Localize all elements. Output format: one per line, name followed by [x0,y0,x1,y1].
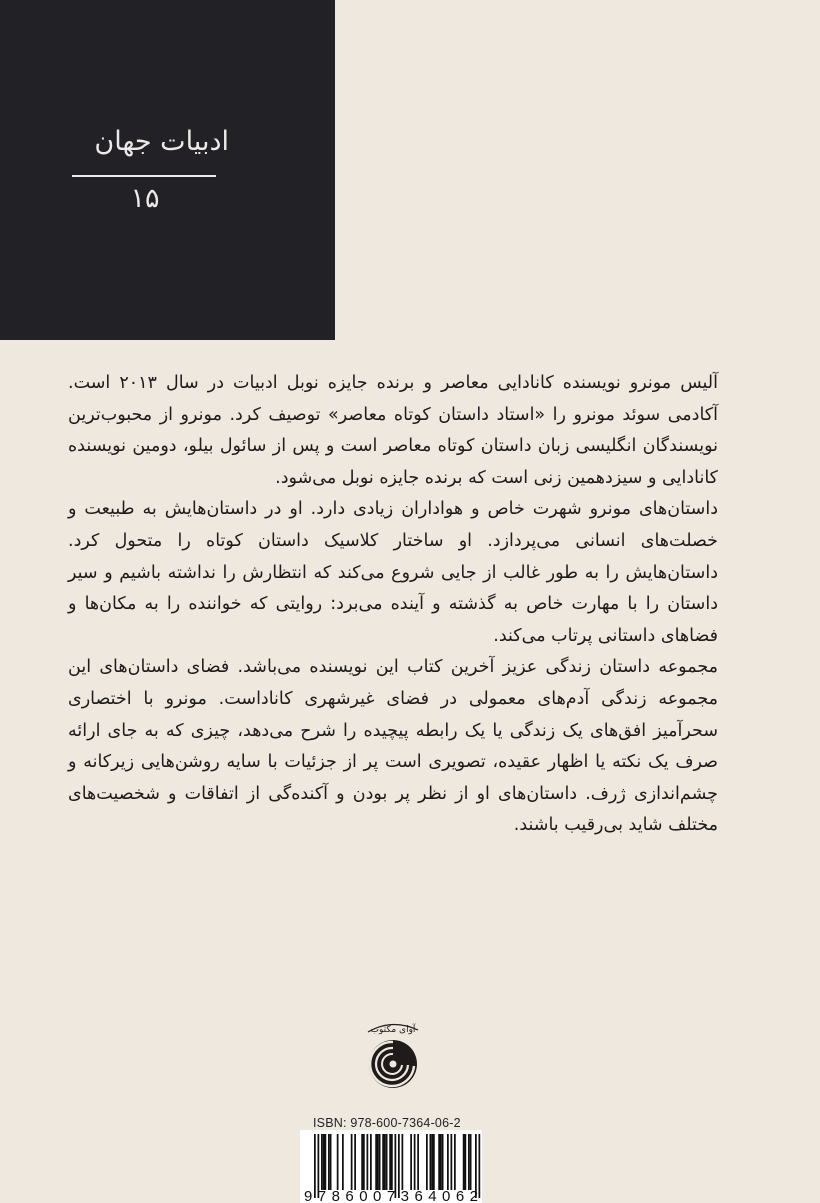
barcode-bar [321,1134,323,1190]
barcode-bar [330,1134,332,1190]
barcode-bar [447,1134,449,1190]
back-cover-blurb [68,368,718,842]
barcode-bar [377,1134,379,1190]
barcode-bar [323,1134,325,1190]
barcode-bar [384,1134,386,1190]
barcode-bar [363,1134,365,1190]
barcode-bar [440,1134,442,1190]
publisher-name: آوای مکتوب [370,1025,416,1035]
barcode-bar [468,1134,470,1190]
barcode-bar [391,1134,393,1190]
barcode-bar [431,1134,433,1190]
barcode-bar [398,1134,400,1198]
barcode-bar [354,1134,356,1190]
barcode-digits: 9786007364062 [304,1188,478,1203]
isbn-barcode [300,1130,482,1203]
barcode-bar [382,1134,384,1190]
barcode-bar [389,1134,391,1190]
barcode-bar [342,1134,344,1190]
barcode-bar [325,1134,327,1190]
barcode-bar [410,1134,412,1190]
blurb-paragraph: آلیس مونرو نویسنده کانادایی معاصر و برنده جایزه نوبل ادبیات در سال ۲۰۱۳ است. آکادمی سوئد مونرو را «استاد داستان کوتاه معاصر» توصیف کرد. مونرو از محبوب‌ترین نویسندگان انگلیسی زبان داستان کوتاه معاصر است و پس از سائول بیلو، دومین نویسنده کانادایی و سیزدهمین زنی است که برنده جایزه نوبل می‌شود. [68,373,718,488]
barcode-bar [337,1134,339,1190]
blurb-paragraph: داستان‌های مونرو شهرت خاص و هواداران زیادی دارد. او در داستان‌هایش به طبیعت و خصلت‌های انسانی می‌پردازد. او ساختار کلاسیک داستان کوتاه را متحول کرد. داستان‌هایش را به طور غالب از جایی شروع می‌کند که انتظارش را نداشته باشیم و سیر داستان را با مهارت خاص به گذشته و آینده می‌برد: روایتی که خواننده را به مکان‌ها و فضاهای داستانی پرتاب می‌کند. [68,499,718,646]
barcode-bar [438,1134,440,1190]
barcode-bar [465,1134,467,1190]
barcode-bar [314,1134,316,1198]
barcode-bar [361,1134,363,1190]
barcode-bar [426,1134,428,1190]
barcode-bar [451,1134,453,1190]
barcode-bar [370,1134,372,1190]
barcode-bar [414,1134,416,1190]
barcode-bar [375,1134,377,1190]
barcode-bar [479,1134,481,1198]
barcode-bar [470,1134,472,1190]
barcode-bar [328,1134,330,1190]
blurb-paragraph: مجموعه داستان زندگی عزیز آخرین کتاب این نویسنده می‌باشد. فضای داستان‌های این مجموعه زندگی آدم‌های معمولی در فضای غیرشهری کاناداست. مونرو با اختصاری سحرآمیز افق‌های یک زندگی یا یک رابطه پیچیده را شرح می‌دهد، چیزی که به جای ارائه صرف یک نکته یا اظهار عقیده، تصویری است پر از جزئیات با سایه روشن‌هایی زیرکانه و چشم‌اندازی ژرف. داستان‌های او از نظر پر بودن و آکنده‌گی از اتفاقات و شخصیت‌های مختلف شاید بی‌رقیب باشند. [68,657,718,836]
barcode-bar [386,1134,388,1190]
series-divider [72,175,216,177]
barcode-bar [442,1134,444,1190]
barcode-bar [433,1134,435,1190]
barcode-bar [430,1134,432,1190]
barcode-bar [367,1134,369,1190]
barcode-bar [417,1134,419,1190]
barcode-bar [379,1134,381,1190]
publisher-logo-icon [362,1020,424,1092]
series-title: ادبیات جهان [94,126,229,157]
barcode-bar [454,1134,456,1190]
barcode-bar [351,1134,353,1190]
isbn-label: ISBN: 978-600-7364-06-2 [313,1116,461,1130]
series-number: ۱۵ [130,183,160,214]
series-panel [0,0,335,340]
barcode-bar [402,1134,404,1190]
barcode-bar [463,1134,465,1190]
